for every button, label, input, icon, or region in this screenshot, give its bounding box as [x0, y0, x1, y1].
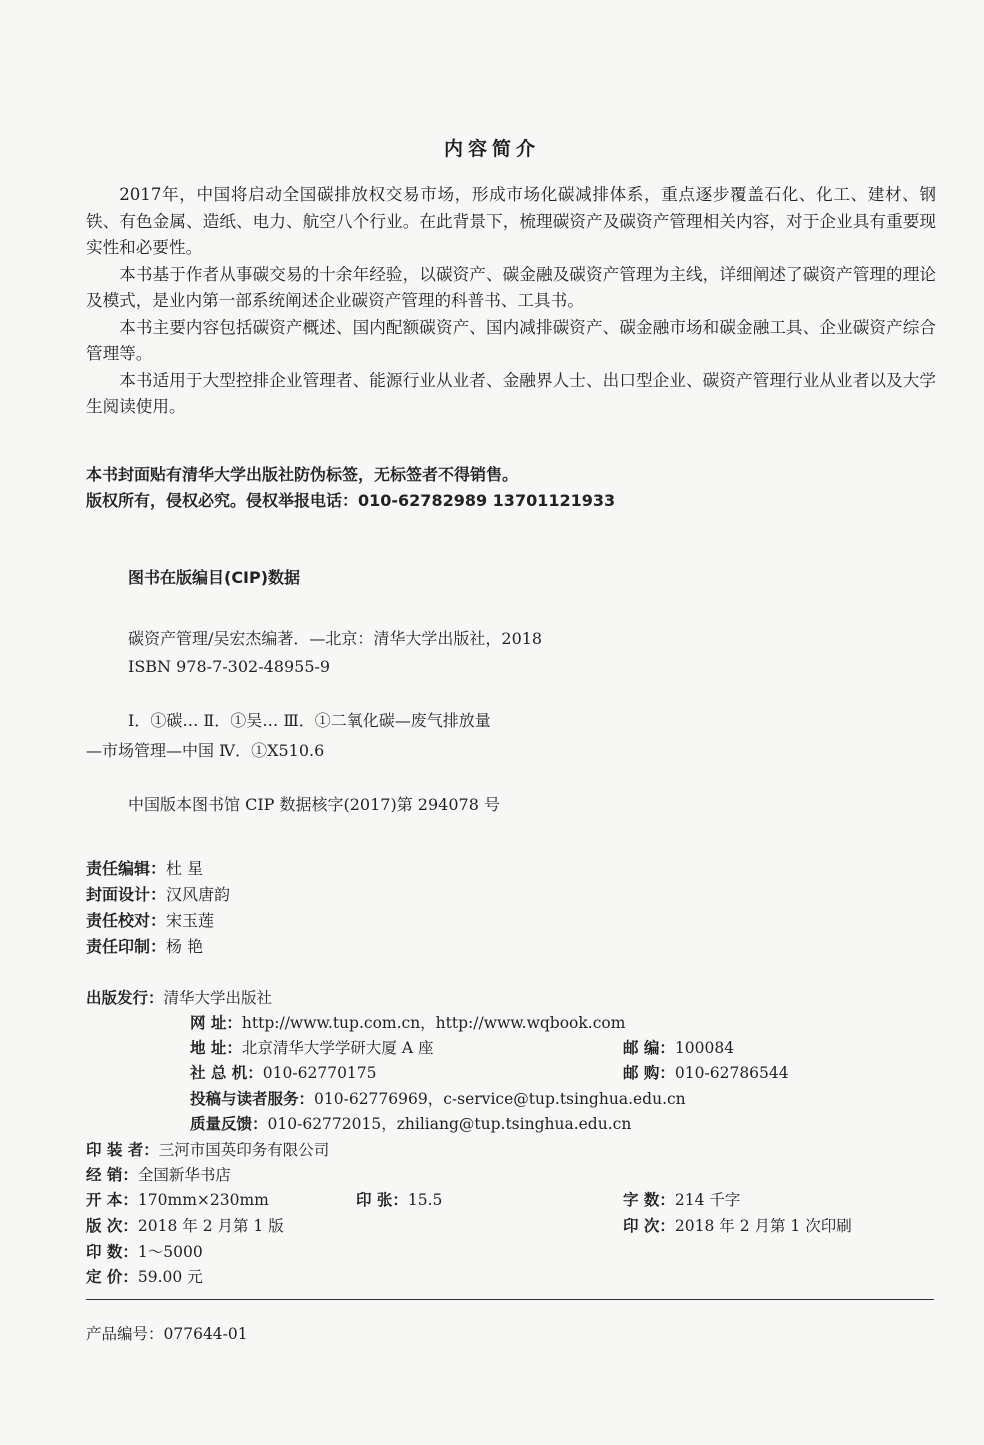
distributor-row: [86, 1163, 231, 1185]
service-label: 投稿与读者服务：: [190, 1090, 315, 1108]
price-label: 定 价：: [86, 1268, 138, 1286]
words-value: 214 千字: [674, 1191, 741, 1209]
publisher-value: 清华大学出版社: [163, 989, 273, 1007]
staff-label: 责任校对：: [86, 911, 167, 930]
sheets-label: 印 张：: [356, 1191, 408, 1209]
sheets-row: [356, 1188, 442, 1210]
publisher-label: 出版发行：: [86, 989, 164, 1007]
price-value: 59.00 元: [137, 1268, 203, 1286]
postcode-row: [623, 1036, 734, 1058]
staff-row: [86, 882, 230, 908]
format-label: 开 本：: [86, 1191, 138, 1209]
website-value: http://www.tup.com.cn，http://www.wqbook.com: [241, 1014, 626, 1032]
staff-value: 杨 艳: [166, 937, 204, 956]
mail-order-label: 邮 购：: [623, 1064, 675, 1082]
quality-label: 质量反馈：: [190, 1115, 268, 1133]
edition-row: [86, 1214, 284, 1236]
staff-value: 杜 星: [166, 859, 204, 878]
staff-row: [86, 908, 230, 934]
postcode-value: 100084: [674, 1039, 735, 1057]
edition-value: 2018 年 2 月第 1 版: [137, 1217, 284, 1235]
format-row: [86, 1188, 269, 1210]
address-value: 北京清华大学学研大厦 A 座: [241, 1039, 434, 1057]
words-label: 字 数：: [623, 1191, 675, 1209]
staff-value: 宋玉莲: [166, 911, 215, 930]
distributor-label: 经 销：: [86, 1166, 138, 1184]
format-value: 170mm×230mm: [137, 1191, 269, 1209]
service-row: [190, 1087, 686, 1109]
copies-value: 1～5000: [137, 1243, 203, 1261]
cip-heading: 图书在版编目(CIP)数据: [128, 568, 301, 587]
switchboard-row: [190, 1061, 377, 1083]
staff-row: [86, 934, 230, 960]
intro-paragraph: 本书基于作者从事碳交易的十余年经验，以碳资产、碳金融及碳资产管理为主线，详细阐述了碳资产管理的理论及模式，是业内第一部系统阐述企业碳资产管理的科普书、工具书。: [86, 264, 936, 310]
address-row: [190, 1036, 433, 1058]
quality-value: 010-62772015，zhiliang@tup.tsinghua.edu.cn: [267, 1115, 632, 1133]
mail-order-row: [623, 1061, 789, 1083]
mail-order-value: 010-62786544: [674, 1064, 789, 1082]
infringement-hotline: 版权所有，侵权必究。侵权举报电话：010-62782989 13701121933: [86, 491, 616, 510]
address-label: 地 址：: [190, 1039, 242, 1057]
copies-label: 印 数：: [86, 1243, 138, 1261]
cip-classification-cont: —市场管理—中国 Ⅳ．①X510.6: [86, 741, 325, 760]
words-row: [623, 1188, 740, 1210]
introduction: [86, 182, 936, 421]
impression-value: 2018 年 2 月第 1 次印刷: [674, 1217, 852, 1235]
printer-label: 印 装 者：: [86, 1141, 159, 1159]
cip-isbn: ISBN 978-7-302-48955-9: [128, 657, 331, 676]
postcode-label: 邮 编：: [623, 1039, 675, 1057]
cip-entry: 碳资产管理/吴宏杰编著．—北京：清华大学出版社，2018: [128, 629, 543, 648]
staff-list: [86, 856, 230, 960]
anti-counterfeit-notice: 本书封面贴有清华大学出版社防伪标签，无标签者不得销售。: [86, 465, 519, 484]
edition-label: 版 次：: [86, 1217, 138, 1235]
intro-paragraph: 本书适用于大型控排企业管理者、能源行业从业者、金融界人士、出口型企业、碳资产管理行业从业者以及大学生阅读使用。: [86, 370, 936, 416]
impression-label: 印 次：: [623, 1217, 675, 1235]
cip-classification: Ⅰ．①碳… Ⅱ．①吴… Ⅲ．①二氧化碳—废气排放量: [128, 711, 491, 730]
service-value: 010-62776969，c-service@tup.tsinghua.edu.cn: [314, 1090, 686, 1108]
sheets-value: 15.5: [407, 1191, 443, 1209]
product-code: 产品编号：077644-01: [86, 1325, 248, 1343]
switchboard-label: 社 总 机：: [190, 1064, 263, 1082]
staff-label: 责任印制：: [86, 937, 167, 956]
cip-record: 中国版本图书馆 CIP 数据核字(2017)第 294078 号: [128, 795, 500, 814]
staff-value: 汉风唐韵: [166, 885, 231, 904]
printer-value: 三河市国英印务有限公司: [158, 1141, 330, 1159]
copies-row: [86, 1240, 203, 1262]
website-row: [190, 1011, 625, 1033]
quality-row: [190, 1112, 631, 1134]
switchboard-value: 010-62770175: [262, 1064, 377, 1082]
copyright-notice: [86, 462, 936, 514]
publisher-row: [86, 986, 272, 1008]
divider-line: [86, 1299, 934, 1300]
staff-label: 责任编辑：: [86, 859, 167, 878]
intro-paragraph: 本书主要内容包括碳资产概述、国内配额碳资产、国内减排碳资产、碳金融市场和碳金融工具、企业碳资产综合管理等。: [86, 317, 936, 363]
price-row: [86, 1265, 203, 1287]
impression-row: [623, 1214, 852, 1236]
page-title: 内容简介: [443, 138, 540, 160]
staff-row: [86, 856, 230, 882]
staff-label: 封面设计：: [86, 885, 167, 904]
printer-row: [86, 1138, 329, 1160]
intro-paragraph: 2017年，中国将启动全国碳排放权交易市场，形成市场化碳减排体系，重点逐步覆盖石化、化工、建材、钢铁、有色金属、造纸、电力、航空八个行业。在此背景下，梳理碳资产及碳资产管理相关内容，对于企业具有重要现实性和必要性。: [86, 185, 936, 257]
distributor-value: 全国新华书店: [137, 1166, 231, 1184]
website-label: 网 址：: [190, 1014, 242, 1032]
